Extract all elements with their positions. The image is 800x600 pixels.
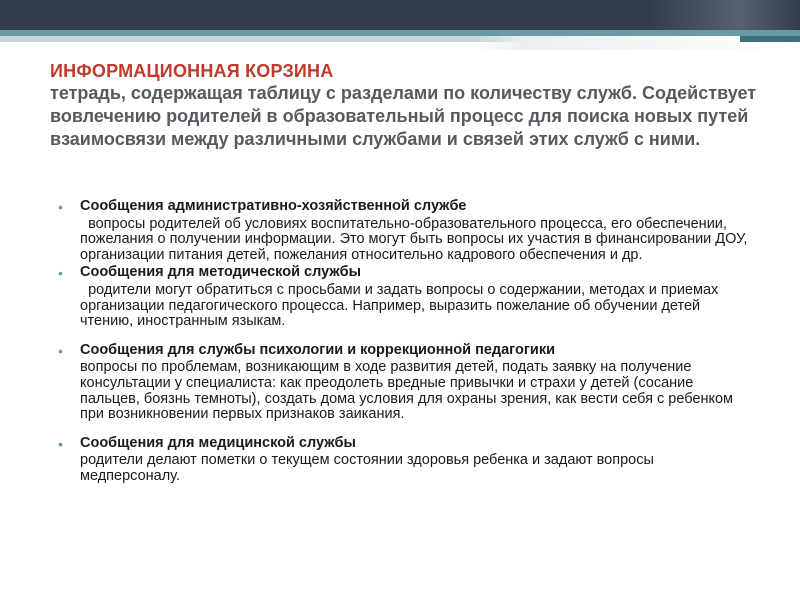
- item-text-body: родители могут обратиться с просьбами и задать вопросы о содержании, методах и приемах организации педагогического процесса. Например, выразить пожелание об обучении детей чтению, иностранным языкам.: [80, 281, 719, 330]
- header-accent-dark: [740, 36, 800, 42]
- list-item-medical: [56, 436, 756, 485]
- content-list: [56, 199, 756, 485]
- bullet-dot-icon: •: [58, 265, 63, 282]
- item-text: [80, 360, 756, 422]
- item-text: [80, 453, 756, 484]
- list-item-psychology: [56, 343, 756, 423]
- list-item-admin: [56, 199, 756, 263]
- item-text-body: родители делают пометки о текущем состоянии здоровья ребенка и задают вопросы медперсоналу.: [80, 452, 654, 484]
- item-heading: Сообщения для медицинской службы: [80, 434, 356, 451]
- item-heading: Сообщения для методической службы: [80, 264, 361, 281]
- item-text-body: вопросы по проблемам, возникающим в ходе развития детей, подать заявку на получение консультации у специалиста: как преодолеть вредные привычки и страхи у детей (сосание пальцев, боязнь темноты), создать дома условия для охраны зрения, как вести себя с ребенком при возникновении первых признаков заикания.: [80, 359, 734, 423]
- item-text: [80, 283, 756, 330]
- item-text: [80, 217, 756, 264]
- page-title: ИНФОРМАЦИОННАЯ КОРЗИНА: [50, 61, 334, 81]
- header-shine: [650, 0, 800, 30]
- bullet-dot-icon: •: [58, 435, 63, 452]
- item-heading: Сообщения для службы психологии и коррекционной педагогики: [80, 341, 556, 358]
- header-bar: [0, 0, 800, 30]
- item-text-body: вопросы родителей об условиях воспитательно-образовательного процесса, его обеспечении, пожелания о получении информации. Это могут быть вопросы их участия в финансировании ДОУ, организации питания детей, пожелания относительно кадрового обеспечения и др.: [80, 215, 748, 263]
- bullet-dot-icon: •: [58, 199, 63, 215]
- title-block: [50, 60, 760, 151]
- page-subtitle: тетрадь, содержащая таблицу с разделами по количеству служб. Содействует вовлечению родителей в образовательный процесс для поиска новых путей взаимосвязи между различными службами и связей этих служб с ними.: [50, 83, 757, 149]
- bullet-dot-icon: •: [58, 342, 63, 359]
- item-heading: Сообщения административно-хозяйственной службе: [80, 198, 467, 214]
- list-item-methodical: [56, 265, 756, 329]
